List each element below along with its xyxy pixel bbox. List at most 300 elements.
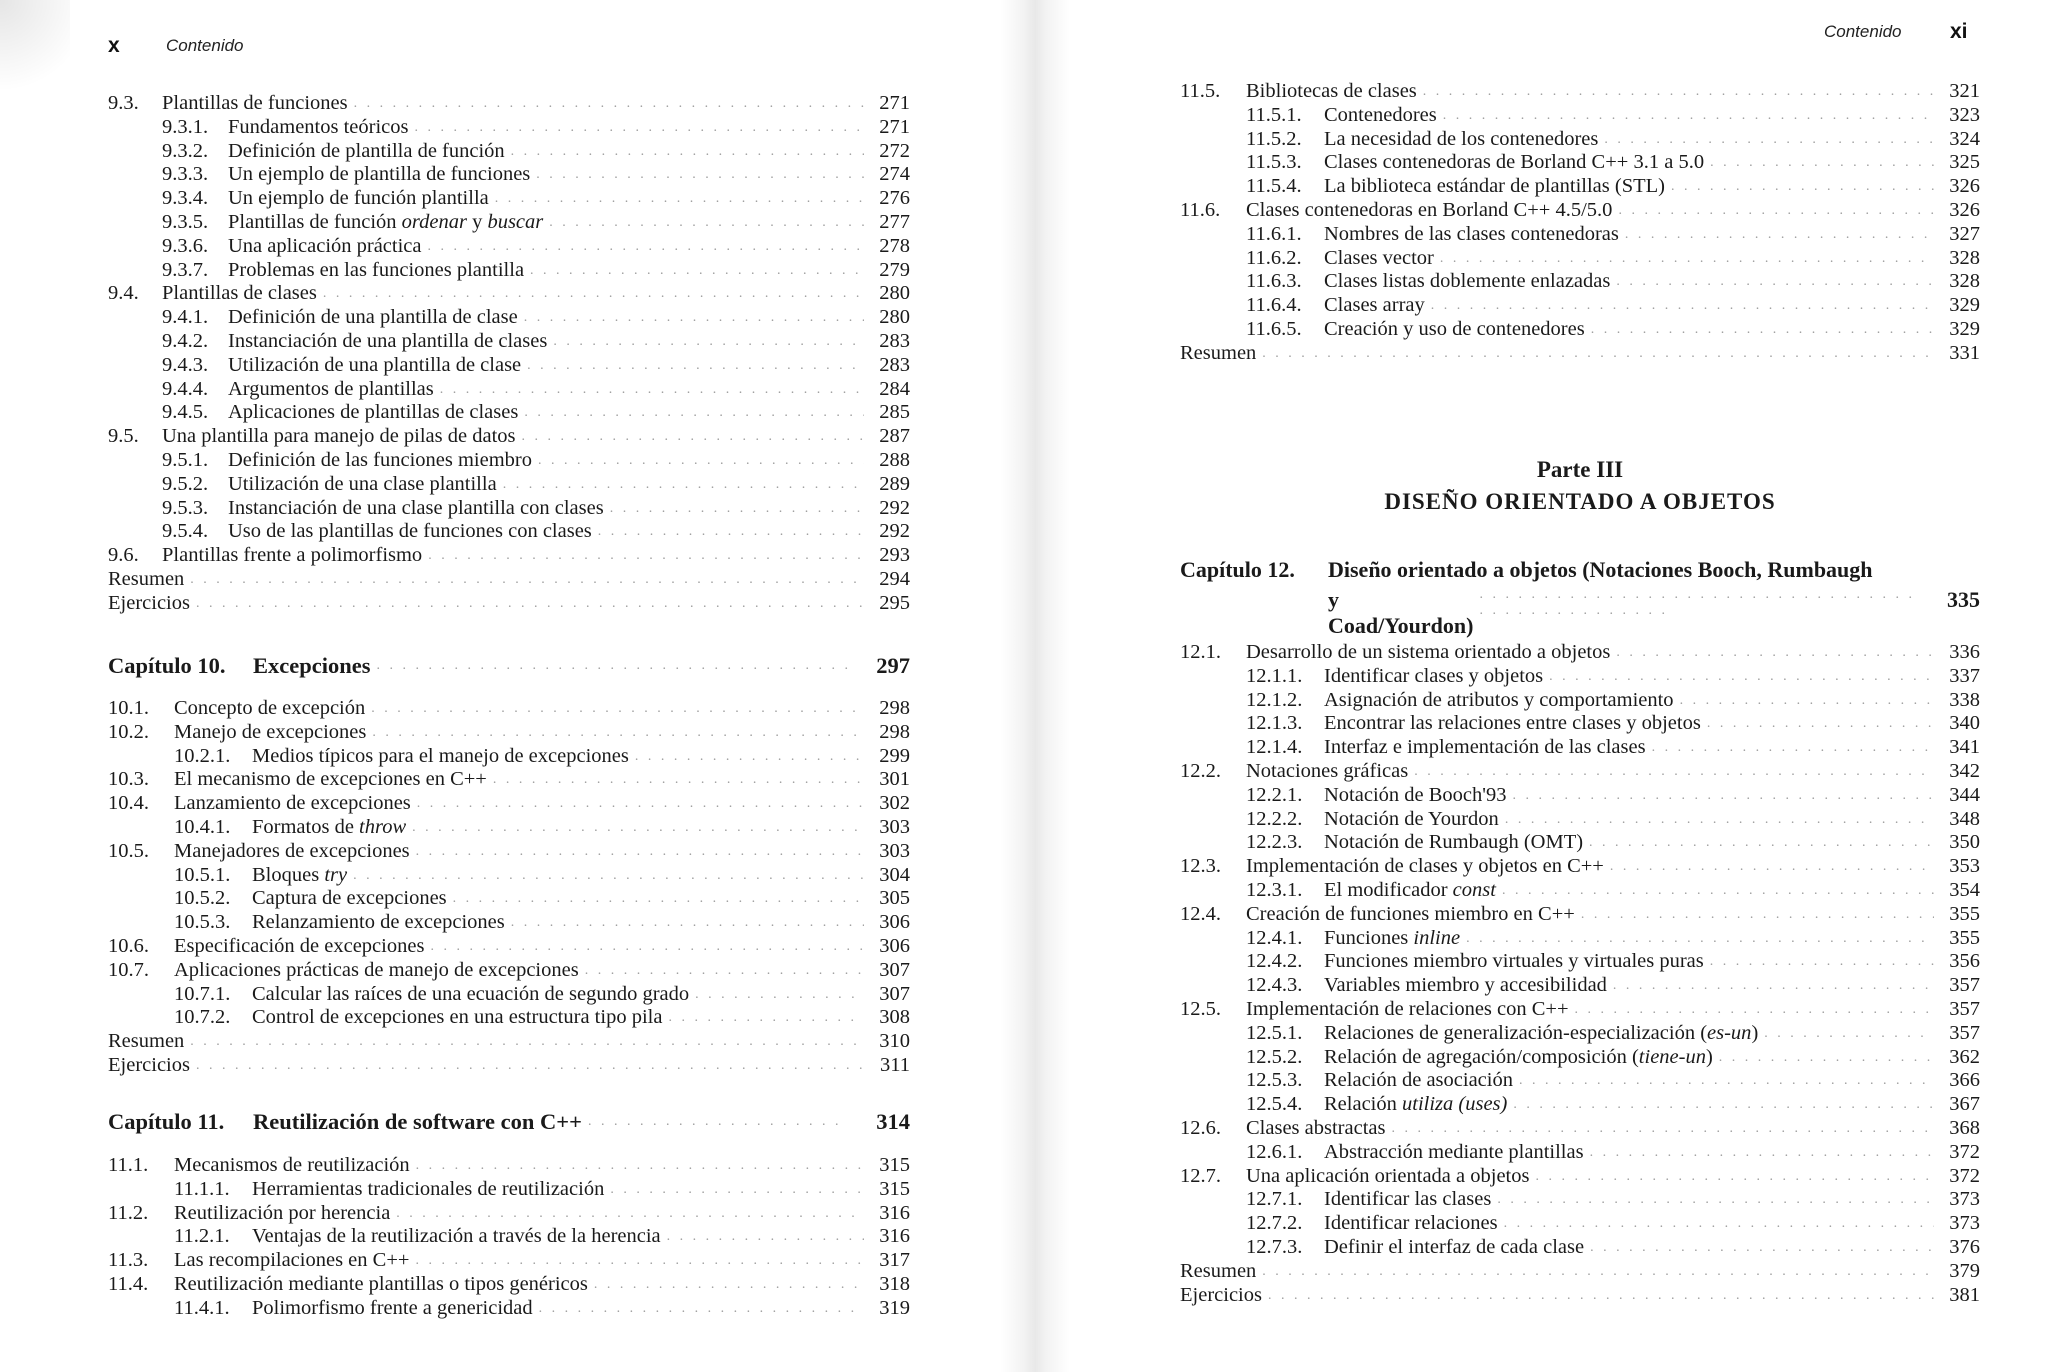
toc-entry	[1180, 1188, 1980, 1212]
dot-leader	[585, 959, 864, 983]
section-number: 11.5.4.	[1246, 175, 1302, 198]
section-number: 12.1.1.	[1246, 664, 1303, 687]
section-title-text: Funciones	[1324, 926, 1414, 949]
toc-entry	[1180, 974, 1980, 998]
dot-leader	[1616, 270, 1934, 294]
dot-leader	[440, 378, 864, 402]
section-title	[1246, 1165, 1529, 1189]
section-title-text: Formatos de	[252, 815, 360, 838]
section-number: 9.4.3.	[162, 353, 209, 376]
toc-entry	[108, 330, 910, 354]
section-number: 11.6.1.	[1246, 222, 1302, 245]
toc-entry	[1180, 855, 1980, 879]
toc-entry	[1180, 294, 1980, 318]
toc-entry	[108, 983, 910, 1007]
section-title-italic: try	[324, 863, 348, 886]
section-title-text: Bloques	[252, 863, 325, 886]
section-title	[252, 911, 505, 935]
toc-entry	[108, 816, 910, 840]
section-number: 11.2.1.	[174, 1225, 230, 1248]
toc-entry	[1180, 784, 1980, 808]
section-title	[1324, 808, 1499, 832]
section-title-text: El mecanismo de excepciones en C++	[174, 768, 487, 791]
dot-leader	[1613, 974, 1934, 998]
dot-leader	[1535, 1165, 1934, 1189]
page-number: 321	[1949, 80, 1980, 102]
section-title	[1324, 784, 1506, 808]
page-number: 368	[1949, 1116, 1980, 1139]
section-title-text: Clases abstractas	[1246, 1116, 1386, 1139]
section-number: 12.7.	[1180, 1164, 1221, 1187]
chapter-label: Capítulo 12.	[1180, 557, 1295, 582]
section-title-text: Concepto de excepción	[174, 697, 366, 719]
page-number: 327	[1949, 222, 1980, 245]
chapter-title: Excepciones	[253, 653, 371, 678]
toc-entry	[1180, 128, 1980, 152]
page-number: 350	[1949, 831, 1980, 854]
section-title-text: Resumen	[1180, 341, 1257, 364]
page-number: 326	[1949, 175, 1980, 198]
toc-entry	[108, 425, 910, 449]
section-title	[1324, 736, 1646, 760]
dot-leader	[522, 425, 864, 449]
page-number: 284	[879, 377, 910, 400]
section-title	[1324, 151, 1704, 175]
section-title-text: Relación de asociación	[1324, 1069, 1513, 1092]
page-number: 283	[879, 353, 910, 376]
toc-entry	[1180, 199, 1980, 223]
section-title-text: Resumen	[108, 1030, 185, 1053]
section-number: 12.3.	[1180, 855, 1221, 878]
toc-entry	[108, 520, 910, 544]
section-number: 11.2.	[108, 1201, 149, 1224]
section-number: 10.1.	[108, 697, 149, 719]
section-number: 11.6.3.	[1246, 270, 1302, 293]
page-number: 276	[879, 187, 910, 210]
page-number: 328	[1949, 246, 1980, 269]
page-number: 381	[1949, 1283, 1980, 1306]
section-number: 10.3.	[108, 768, 149, 791]
section-title	[162, 282, 317, 306]
section-title	[252, 1225, 661, 1249]
section-number: 10.2.	[108, 720, 149, 743]
section-title-text: Bibliotecas de clases	[1246, 80, 1417, 102]
section-title-text: Plantillas de clases	[162, 282, 317, 305]
page-number: 342	[1949, 759, 1980, 782]
dot-leader	[1710, 950, 1934, 974]
section-title-text: Captura de excepciones	[252, 887, 447, 910]
page-number: 357	[1949, 1021, 1980, 1044]
section-number: 11.1.	[108, 1154, 149, 1176]
toc-entry	[1180, 318, 1980, 342]
section-title	[174, 1154, 410, 1178]
page-number: 306	[879, 911, 910, 934]
section-title-text: Clases listas doblemente enlazadas	[1324, 270, 1611, 293]
section-title-text: Utilización de una plantilla de clase	[228, 353, 522, 376]
section-title-text: Creación de funciones miembro en C++	[1246, 902, 1575, 925]
section-title-text: Resumen	[1180, 1259, 1257, 1282]
toc-entry	[108, 1030, 910, 1054]
toc-section-chapter-10	[108, 697, 910, 1078]
dot-leader	[353, 864, 864, 888]
section-title	[1324, 950, 1704, 974]
dot-leader	[323, 282, 864, 306]
toc-entry	[1180, 1069, 1980, 1093]
page-folio: xi	[1950, 20, 1968, 43]
section-title	[1324, 927, 1460, 951]
toc-entry	[1180, 175, 1980, 199]
section-title	[1324, 1236, 1584, 1260]
section-title	[1246, 199, 1612, 223]
section-number: 12.2.2.	[1246, 807, 1303, 830]
dot-leader	[1604, 128, 1934, 152]
page-folio: x	[108, 34, 120, 57]
section-title-text: Ventajas de la reutilización a través de la herencia	[252, 1225, 661, 1248]
toc-entry	[108, 140, 910, 164]
toc-entry	[108, 1178, 910, 1202]
dot-leader	[1391, 1117, 1934, 1141]
dot-leader	[1671, 175, 1934, 199]
section-title-text: Relaciones de generalización-especialización (	[1324, 1021, 1708, 1044]
section-title	[174, 935, 424, 959]
dot-leader	[610, 497, 864, 521]
dot-leader	[536, 163, 864, 187]
section-number: 9.3.7.	[162, 258, 209, 281]
toc-entry	[108, 1202, 910, 1226]
section-title-text: Medios típicos para el manejo de excepciones	[252, 744, 629, 767]
page-number: 301	[879, 768, 910, 791]
dot-leader	[190, 1030, 864, 1054]
part-label: Parte III	[1536, 457, 1624, 482]
section-number: 12.5.	[1180, 997, 1221, 1020]
section-number: 12.3.1.	[1246, 878, 1303, 901]
page-number: 355	[1949, 902, 1980, 925]
toc-entry	[1180, 760, 1980, 784]
dot-leader	[598, 520, 864, 544]
section-title	[252, 983, 689, 1007]
page-number: 283	[879, 329, 910, 352]
section-number: 12.7.1.	[1246, 1188, 1303, 1211]
toc-entry	[108, 211, 910, 235]
toc-entry	[1180, 831, 1980, 855]
section-title-text: Clases contenedoras en Borland C++ 4.5/5.0	[1246, 198, 1613, 221]
toc-entry	[108, 1225, 910, 1249]
page-number: 299	[879, 744, 910, 767]
section-title	[228, 235, 422, 259]
section-number: 9.5.1.	[162, 448, 209, 471]
page-number: 292	[879, 496, 910, 519]
section-title	[228, 449, 532, 473]
page-number: 379	[1949, 1259, 1980, 1282]
section-number: 9.3.1.	[162, 115, 209, 138]
section-title	[1246, 998, 1569, 1022]
section-number: 12.2.3.	[1246, 831, 1303, 854]
toc-entry	[108, 187, 910, 211]
toc-entry	[1180, 1093, 1980, 1117]
page-number: 376	[1949, 1235, 1980, 1258]
section-number: 9.3.2.	[162, 139, 209, 162]
toc-entry	[108, 282, 910, 306]
toc-entry	[1180, 1117, 1980, 1141]
page-number: 331	[1949, 341, 1980, 364]
dot-leader	[396, 1202, 864, 1226]
toc-entry	[108, 592, 910, 616]
dot-leader	[695, 983, 864, 1007]
section-title	[1324, 175, 1665, 199]
section-number: 12.4.2.	[1246, 950, 1303, 973]
section-title	[252, 745, 629, 769]
dot-leader	[610, 1178, 864, 1202]
section-title	[1324, 294, 1425, 318]
section-number: 9.3.	[108, 92, 139, 114]
section-number: 12.2.1.	[1246, 783, 1303, 806]
section-title	[1324, 665, 1543, 689]
section-title	[1324, 712, 1701, 736]
section-title-text: Definición de una plantilla de clase	[228, 306, 518, 329]
section-number: 9.4.5.	[162, 401, 209, 424]
section-number: 10.5.1.	[174, 863, 231, 886]
section-number: 12.5.3.	[1246, 1069, 1303, 1092]
page-number: 318	[879, 1272, 910, 1295]
page-number: 341	[1949, 736, 1980, 759]
section-title	[1180, 1260, 1256, 1284]
section-title-text: Polimorfismo frente a genericidad	[252, 1296, 533, 1319]
section-title-text: Ejercicios	[108, 591, 190, 614]
page-number: 302	[879, 792, 910, 815]
dot-leader	[428, 235, 865, 259]
section-title-text: Reutilización mediante plantillas o tipos genéricos	[174, 1272, 588, 1295]
dot-leader	[416, 840, 864, 864]
page-number: 293	[879, 544, 910, 567]
toc-entry	[108, 1054, 910, 1078]
page-number: 310	[879, 1030, 910, 1053]
section-title	[1246, 760, 1408, 784]
page-number: 298	[879, 697, 910, 719]
section-title-italic: es-un	[1707, 1021, 1752, 1044]
toc-entry	[1180, 950, 1980, 974]
section-number: 12.6.	[1180, 1116, 1221, 1139]
section-title	[1324, 128, 1598, 152]
part-title: DISEÑO ORIENTADO A OBJETOS	[1384, 489, 1776, 514]
dot-leader	[1414, 760, 1934, 784]
section-title	[228, 497, 604, 521]
toc-entry	[1180, 1141, 1980, 1165]
section-title	[228, 259, 524, 283]
section-title-text: Un ejemplo de plantilla de funciones	[228, 163, 531, 186]
section-number: 10.5.3.	[174, 911, 231, 934]
section-title-text: Ejercicios	[108, 1053, 190, 1076]
section-title	[1246, 80, 1417, 104]
page-number: 323	[1949, 103, 1980, 126]
section-title	[228, 116, 409, 140]
section-title-italic: buscar	[487, 210, 544, 233]
dot-leader	[196, 1054, 864, 1078]
toc-entry	[108, 568, 910, 592]
dot-leader	[1513, 1093, 1934, 1117]
page-number: 372	[1949, 1164, 1980, 1187]
section-title-text: Abstracción mediante plantillas	[1324, 1140, 1584, 1163]
chapter-11-heading	[108, 1107, 910, 1137]
toc-entry	[1180, 223, 1980, 247]
page-number: 372	[1949, 1140, 1980, 1163]
dot-leader	[453, 887, 864, 911]
toc-entry	[1180, 927, 1980, 951]
dot-leader	[430, 935, 864, 959]
page-number: 356	[1949, 950, 1980, 973]
section-number: 12.1.	[1180, 641, 1221, 663]
section-number: 9.3.3.	[162, 163, 209, 186]
section-number: 10.6.	[108, 934, 149, 957]
section-title-text: Variables miembro y accesibilidad	[1324, 974, 1607, 997]
section-title-text: )	[1705, 1045, 1713, 1068]
dot-leader	[530, 259, 864, 283]
page-number: 315	[879, 1154, 910, 1176]
toc-section-chapter-11-continued	[1180, 80, 1980, 366]
toc-entry	[108, 163, 910, 187]
section-number: 12.1.2.	[1246, 688, 1303, 711]
dot-leader	[1440, 247, 1934, 271]
section-title	[1246, 641, 1610, 665]
section-title-text: Clases array	[1324, 294, 1425, 317]
toc-entry	[1180, 342, 1980, 366]
toc-entry	[108, 887, 910, 911]
section-number: 12.5.1.	[1246, 1021, 1303, 1044]
dot-leader	[1502, 879, 1934, 903]
dot-leader	[493, 768, 864, 792]
section-title-text: Plantillas de funciones	[162, 92, 348, 114]
toc-entry	[1180, 1212, 1980, 1236]
chapter-title: Reutilización de software con C++	[253, 1109, 582, 1134]
page-number: 348	[1949, 807, 1980, 830]
section-title-text: Una aplicación práctica	[228, 234, 422, 257]
section-title	[174, 768, 487, 792]
toc-entry	[108, 1006, 910, 1030]
toc-entry	[108, 721, 910, 745]
page-number: 271	[879, 115, 910, 138]
section-title-text: Utilización de una clase plantilla	[228, 472, 497, 495]
dot-leader	[538, 449, 864, 473]
dot-leader	[377, 651, 855, 681]
dot-leader	[1618, 199, 1934, 223]
section-number: 10.5.2.	[174, 887, 231, 910]
part-heading	[1180, 454, 1980, 518]
toc-section-chapter-11	[108, 1154, 910, 1321]
page-number: 294	[879, 567, 910, 590]
page-number: 288	[879, 448, 910, 471]
section-number: 9.5.4.	[162, 520, 209, 543]
section-title	[108, 1054, 190, 1078]
section-title-text: Una plantilla para manejo de pilas de datos	[162, 425, 516, 448]
section-number: 9.5.3.	[162, 496, 209, 519]
section-number: 10.4.	[108, 792, 149, 815]
section-title	[228, 163, 530, 187]
dot-leader	[415, 116, 865, 140]
dot-leader	[1764, 1022, 1934, 1046]
section-title-text: Interfaz e implementación de las clases	[1324, 736, 1646, 759]
section-title-text: Plantillas frente a polimorfismo	[162, 544, 423, 567]
section-number: 10.7.1.	[174, 982, 231, 1005]
section-title-text: Definición de plantilla de función	[228, 139, 505, 162]
page-number: 279	[879, 258, 910, 281]
section-number: 9.3.5.	[162, 210, 209, 233]
section-title-text: Instanciación de una clase plantilla con clases	[228, 496, 604, 519]
dot-leader	[588, 1107, 854, 1137]
page-number: 357	[1949, 974, 1980, 997]
section-title-text: Notaciones gráficas	[1246, 759, 1409, 782]
chapter-10-heading	[108, 651, 910, 681]
dot-leader	[1549, 665, 1934, 689]
toc-entry	[1180, 1260, 1980, 1284]
page-number: 307	[879, 982, 910, 1005]
dot-leader	[553, 330, 864, 354]
section-title-italic: const	[1452, 878, 1496, 901]
dot-leader	[354, 92, 864, 116]
section-title-text: Uso de las plantillas de funciones con clases	[228, 520, 592, 543]
section-number: 11.5.2.	[1246, 127, 1302, 150]
section-title	[1324, 879, 1496, 903]
chapter-title-line-1: Diseño orientado a objetos (Notaciones Booch, Rumbaugh	[1328, 557, 1873, 582]
toc-entry	[108, 401, 910, 425]
section-number: 11.5.1.	[1246, 103, 1302, 126]
toc-entry	[1180, 689, 1980, 713]
section-number: 11.6.5.	[1246, 317, 1302, 340]
section-title	[162, 425, 516, 449]
toc-entry	[1180, 1236, 1980, 1260]
dot-leader	[1590, 1141, 1934, 1165]
toc-entry	[1180, 998, 1980, 1022]
section-title	[174, 792, 411, 816]
page-number: 280	[879, 306, 910, 329]
section-number: 11.5.	[1180, 80, 1221, 102]
page-number: 336	[1949, 641, 1980, 663]
toc-entry	[1180, 1165, 1980, 1189]
section-title	[1180, 342, 1256, 366]
section-title-text: Argumentos de plantillas	[228, 377, 434, 400]
section-title-text: )	[1751, 1021, 1759, 1044]
section-title-italic: inline	[1413, 926, 1461, 949]
section-number: 11.1.1.	[174, 1177, 230, 1200]
page-number: 280	[879, 282, 910, 305]
page-number: 317	[879, 1249, 910, 1272]
section-title-text: La biblioteca estándar de plantillas (STL)	[1324, 175, 1665, 198]
dot-leader	[511, 140, 864, 164]
toc-entry	[108, 840, 910, 864]
section-number: 11.4.1.	[174, 1296, 230, 1319]
section-title-text: y	[466, 210, 488, 233]
dot-leader	[495, 187, 864, 211]
toc-entry	[1180, 1022, 1980, 1046]
dot-leader	[1479, 587, 1924, 639]
section-number: 12.5.2.	[1246, 1045, 1303, 1068]
dot-leader	[190, 568, 864, 592]
toc-entry	[108, 864, 910, 888]
page-number: 308	[879, 1006, 910, 1029]
section-title-text: Identificar las clases	[1324, 1188, 1492, 1211]
section-title	[1324, 1022, 1758, 1046]
toc-entry	[108, 497, 910, 521]
toc-entry	[1180, 879, 1980, 903]
section-title	[174, 959, 579, 983]
section-title	[228, 211, 543, 235]
section-number: 9.5.	[108, 425, 139, 448]
toc-entry	[108, 745, 910, 769]
section-title	[1324, 318, 1585, 342]
page-number: 307	[879, 958, 910, 981]
section-title	[228, 330, 547, 354]
chapter-page-number: 335	[1947, 587, 1980, 612]
section-title	[1246, 1117, 1385, 1141]
section-title-text: Definición de las funciones miembro	[228, 448, 532, 471]
